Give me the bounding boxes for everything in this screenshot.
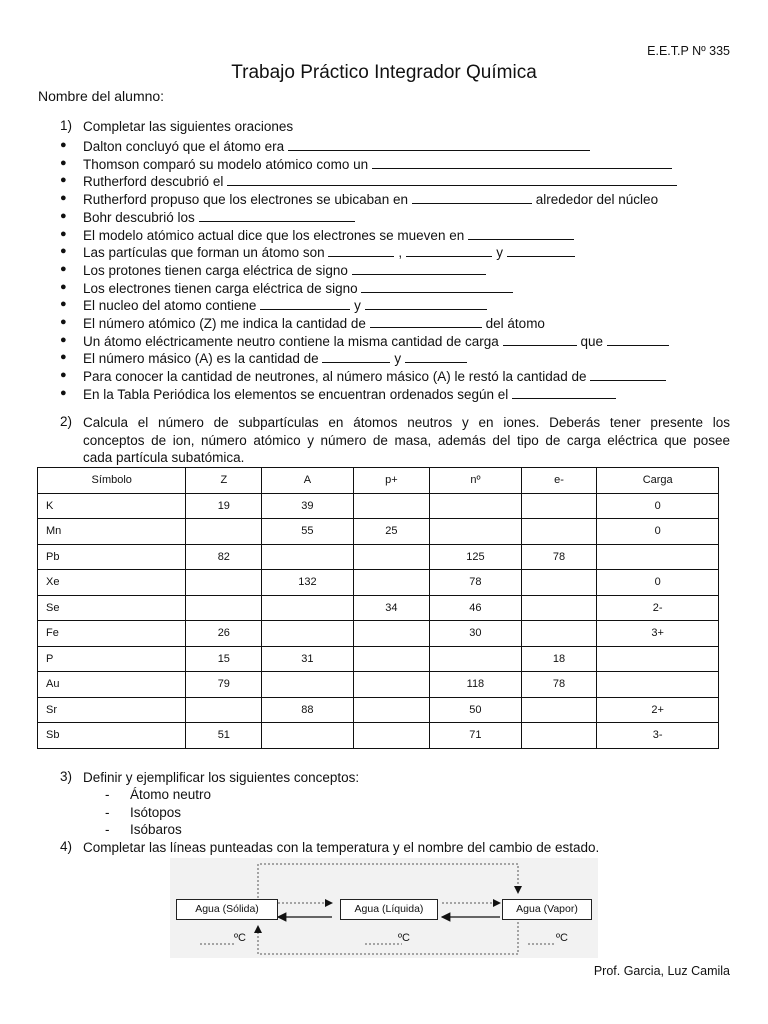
answer-blank[interactable] <box>405 349 467 363</box>
table-cell: 88 <box>262 697 354 723</box>
answer-blank[interactable] <box>199 208 355 222</box>
table-row <box>38 723 719 749</box>
bullet-icon: ● <box>60 351 67 364</box>
section4-number: 4) <box>60 839 73 854</box>
bullet-icon: ● <box>60 298 67 311</box>
column-header: e- <box>521 468 597 494</box>
table-row <box>38 595 719 621</box>
author-footer: Prof. Garcia, Luz Camila <box>593 964 730 978</box>
answer-blank[interactable] <box>412 190 532 204</box>
section2-number: 2) <box>60 414 73 429</box>
sentence-connector: , <box>398 245 403 261</box>
table-row <box>38 519 719 545</box>
table-row <box>38 544 719 570</box>
section3-number: 3) <box>60 769 73 784</box>
table-cell: 0 <box>597 493 719 519</box>
sentence-item <box>83 137 590 155</box>
bullet-icon: ● <box>60 156 67 169</box>
table-cell[interactable] <box>262 544 354 570</box>
sentence-connector: y <box>496 245 503 261</box>
bullet-icon: ● <box>60 280 67 293</box>
table-cell: 2+ <box>597 697 719 723</box>
answer-blank[interactable] <box>361 279 513 293</box>
table-cell[interactable] <box>186 697 262 723</box>
sentence-text: Un átomo eléctricamente neutro contiene la misma cantidad de carga <box>83 333 499 349</box>
temp-liquid: ºC <box>398 932 410 944</box>
section2-text-line3: cada partícula subatómica. <box>83 450 245 465</box>
bullet-icon: ● <box>60 245 67 258</box>
table-cell[interactable] <box>430 493 522 519</box>
answer-blank[interactable] <box>512 385 616 399</box>
table-cell[interactable] <box>521 723 597 749</box>
table-cell[interactable] <box>186 519 262 545</box>
table-cell[interactable] <box>430 519 522 545</box>
sentence-text: Rutherford descubrió el <box>83 174 224 190</box>
table-cell: 78 <box>430 570 522 596</box>
element-symbol-cell: Pb <box>38 544 186 570</box>
sentence-text: Para conocer la cantidad de neutrones, al número másico (A) le restó la cantidad de <box>83 369 587 385</box>
sentence-text: El modelo atómico actual dice que los electrones se mueven en <box>83 227 465 243</box>
table-row <box>38 697 719 723</box>
sentence-text: Los electrones tienen carga eléctrica de signo <box>83 280 358 296</box>
sentence-text: Los protones tienen carga eléctrica de signo <box>83 262 348 278</box>
concept-item: Isótopos <box>130 804 182 820</box>
sentence-text: Thomson comparó su modelo atómico como un <box>83 156 369 172</box>
temp-vapor: ºC <box>556 932 568 944</box>
column-header: nº <box>430 468 522 494</box>
sentence-connector: y <box>354 298 361 314</box>
sentence-item <box>83 367 666 385</box>
table-cell: 51 <box>186 723 262 749</box>
table-cell: 15 <box>186 646 262 672</box>
sentence-text: El número másico (A) es la cantidad de <box>83 351 319 367</box>
element-symbol-cell: Se <box>38 595 186 621</box>
concept-dash: - <box>105 804 110 820</box>
bullet-icon: ● <box>60 192 67 205</box>
table-cell: 46 <box>430 595 522 621</box>
element-symbol-cell: Sr <box>38 697 186 723</box>
table-cell: 55 <box>262 519 354 545</box>
sentence-connector: que <box>580 333 604 349</box>
section2-text <box>83 414 730 467</box>
column-header: p+ <box>353 468 429 494</box>
sentence-item <box>83 314 545 332</box>
sentence-item <box>83 190 658 208</box>
sentence-text: Las partículas que forman un átomo son <box>83 245 325 261</box>
sentence-item <box>83 385 616 403</box>
state-liquid-box: Agua (Líquida) <box>340 899 438 920</box>
answer-blank[interactable] <box>607 332 669 346</box>
table-cell[interactable] <box>521 519 597 545</box>
state-vapor-box: Agua (Vapor) <box>502 899 592 920</box>
table-cell[interactable] <box>262 672 354 698</box>
temp-solid: ºC <box>234 932 246 944</box>
answer-blank[interactable] <box>503 332 577 346</box>
answer-blank[interactable] <box>328 243 394 257</box>
page-title: Trabajo Práctico Integrador Química <box>231 62 537 83</box>
sentence-item <box>83 261 486 279</box>
table-cell: 3- <box>597 723 719 749</box>
element-symbol-cell: Xe <box>38 570 186 596</box>
table-cell: 71 <box>430 723 522 749</box>
section1-number: 1) <box>60 118 73 133</box>
element-symbol-cell: K <box>38 493 186 519</box>
answer-blank[interactable] <box>227 172 677 186</box>
table-cell: 118 <box>430 672 522 698</box>
table-cell[interactable] <box>353 723 429 749</box>
table-header-row <box>38 468 719 494</box>
table-cell[interactable] <box>430 646 522 672</box>
sentence-item <box>83 226 574 244</box>
deposition-arrow <box>258 922 518 954</box>
sentence-item <box>83 296 487 314</box>
concept-dash: - <box>105 787 110 802</box>
table-cell: 132 <box>262 570 354 596</box>
element-symbol-cell: Au <box>38 672 186 698</box>
sentence-item <box>83 172 677 190</box>
element-symbol-cell: Sb <box>38 723 186 749</box>
sentence-text: Rutherford propuso que los electrones se ubicaban en <box>83 192 408 208</box>
table-cell[interactable] <box>521 595 597 621</box>
sentence-item <box>83 332 669 350</box>
column-header: Símbolo <box>38 468 186 494</box>
sentence-item <box>83 349 467 367</box>
table-row <box>38 672 719 698</box>
sentence-text: El nucleo del atomo contiene <box>83 298 257 314</box>
table-cell[interactable] <box>353 646 429 672</box>
answer-blank[interactable] <box>468 226 574 240</box>
table-cell[interactable] <box>521 493 597 519</box>
answer-blank[interactable] <box>406 243 492 257</box>
table-cell[interactable] <box>597 544 719 570</box>
table-cell[interactable] <box>353 621 429 647</box>
concept-item: Átomo neutro <box>130 787 212 802</box>
bullet-icon: ● <box>60 369 67 382</box>
table-cell[interactable] <box>353 672 429 698</box>
table-cell[interactable] <box>262 621 354 647</box>
column-header: A <box>262 468 354 494</box>
concept-dash: - <box>105 822 110 837</box>
table-row <box>38 570 719 596</box>
answer-blank[interactable] <box>322 349 390 363</box>
answer-blank[interactable] <box>260 296 350 310</box>
table-cell[interactable] <box>262 723 354 749</box>
answer-blank[interactable] <box>507 243 575 257</box>
table-cell: 25 <box>353 519 429 545</box>
table-cell: 31 <box>262 646 354 672</box>
section2-text-line2: conceptos de ion, número atómico y número de masa, además del tipo de carga eléctrica que posee <box>83 432 730 448</box>
bullet-icon: ● <box>60 316 67 328</box>
table-cell: 78 <box>521 672 597 698</box>
table-cell[interactable] <box>353 544 429 570</box>
table-cell: 79 <box>186 672 262 698</box>
section3-heading: Definir y ejemplificar los siguientes conceptos: <box>83 770 360 785</box>
table-cell[interactable] <box>353 697 429 723</box>
bullet-icon: ● <box>60 209 67 222</box>
bullet-icon: ● <box>60 139 67 151</box>
table-cell: 0 <box>597 570 719 596</box>
state-solid-box: Agua (Sólida) <box>176 899 278 920</box>
sentence-item <box>83 279 513 297</box>
sentence-item <box>83 243 575 261</box>
bullet-icon: ● <box>60 386 67 399</box>
section4-heading: Completar las líneas punteadas con la temperatura y el nombre del cambio de estado. <box>83 840 600 855</box>
table-cell: 125 <box>430 544 522 570</box>
sentence-text: El número atómico (Z) me indica la cantidad de <box>83 316 366 331</box>
sentence-text-end: alrededor del núcleo <box>535 192 659 208</box>
table-cell[interactable] <box>521 697 597 723</box>
table-cell: 50 <box>430 697 522 723</box>
table-row <box>38 493 719 519</box>
table-cell[interactable] <box>186 570 262 596</box>
table-cell: 82 <box>186 544 262 570</box>
element-symbol-cell: Fe <box>38 621 186 647</box>
table-cell[interactable] <box>521 570 597 596</box>
answer-blank[interactable] <box>352 261 486 275</box>
table-row <box>38 621 719 647</box>
table-cell: 30 <box>430 621 522 647</box>
table-cell: 2- <box>597 595 719 621</box>
sentence-text: Dalton concluyó que el átomo era <box>83 139 285 154</box>
concept-item: Isóbaros <box>130 822 182 837</box>
sublimation-arrow <box>258 864 518 898</box>
bullet-icon: ● <box>60 262 67 275</box>
table-cell[interactable] <box>186 595 262 621</box>
table-cell: 34 <box>353 595 429 621</box>
table-cell: 0 <box>597 519 719 545</box>
table-cell[interactable] <box>353 570 429 596</box>
column-header: Z <box>186 468 262 494</box>
element-symbol-cell: P <box>38 646 186 672</box>
table-cell[interactable] <box>353 493 429 519</box>
bullet-icon: ● <box>60 227 67 240</box>
element-symbol-cell: Mn <box>38 519 186 545</box>
table-cell: 39 <box>262 493 354 519</box>
table-cell: 78 <box>521 544 597 570</box>
student-name-label: Nombre del alumno: <box>38 88 165 104</box>
table-cell: 18 <box>521 646 597 672</box>
answer-blank[interactable] <box>372 155 672 169</box>
answer-blank[interactable] <box>590 367 666 381</box>
table-row <box>38 646 719 672</box>
answer-blank[interactable] <box>365 296 487 310</box>
answer-blank[interactable] <box>370 314 482 328</box>
table-cell: 3+ <box>597 621 719 647</box>
sentence-text-end: del átomo <box>485 316 545 331</box>
answer-blank[interactable] <box>288 137 590 151</box>
sentence-item <box>83 155 672 173</box>
table-cell: 19 <box>186 493 262 519</box>
sentence-text: Bohr descubrió los <box>83 209 195 225</box>
table-body <box>38 493 719 748</box>
section1-heading: Completar las siguientes oraciones <box>83 119 294 134</box>
table-cell[interactable] <box>597 672 719 698</box>
section2-text-line1: Calcula el número de subpartículas en átomos neutros y en iones. Deberás tener presente los <box>83 415 730 430</box>
column-header: Carga <box>597 468 719 494</box>
school-name: E.E.T.P Nº 335 <box>647 44 730 58</box>
sentence-item <box>83 208 355 226</box>
sentence-text: En la Tabla Periódica los elementos se encuentran ordenados según el <box>83 386 509 402</box>
subparticles-table <box>37 467 719 749</box>
table-cell[interactable] <box>597 646 719 672</box>
bullet-icon: ● <box>60 174 67 187</box>
bullet-icon: ● <box>60 333 67 346</box>
table-cell: 26 <box>186 621 262 647</box>
sentence-connector: y <box>394 351 402 367</box>
table-cell[interactable] <box>521 621 597 647</box>
table-cell[interactable] <box>262 595 354 621</box>
